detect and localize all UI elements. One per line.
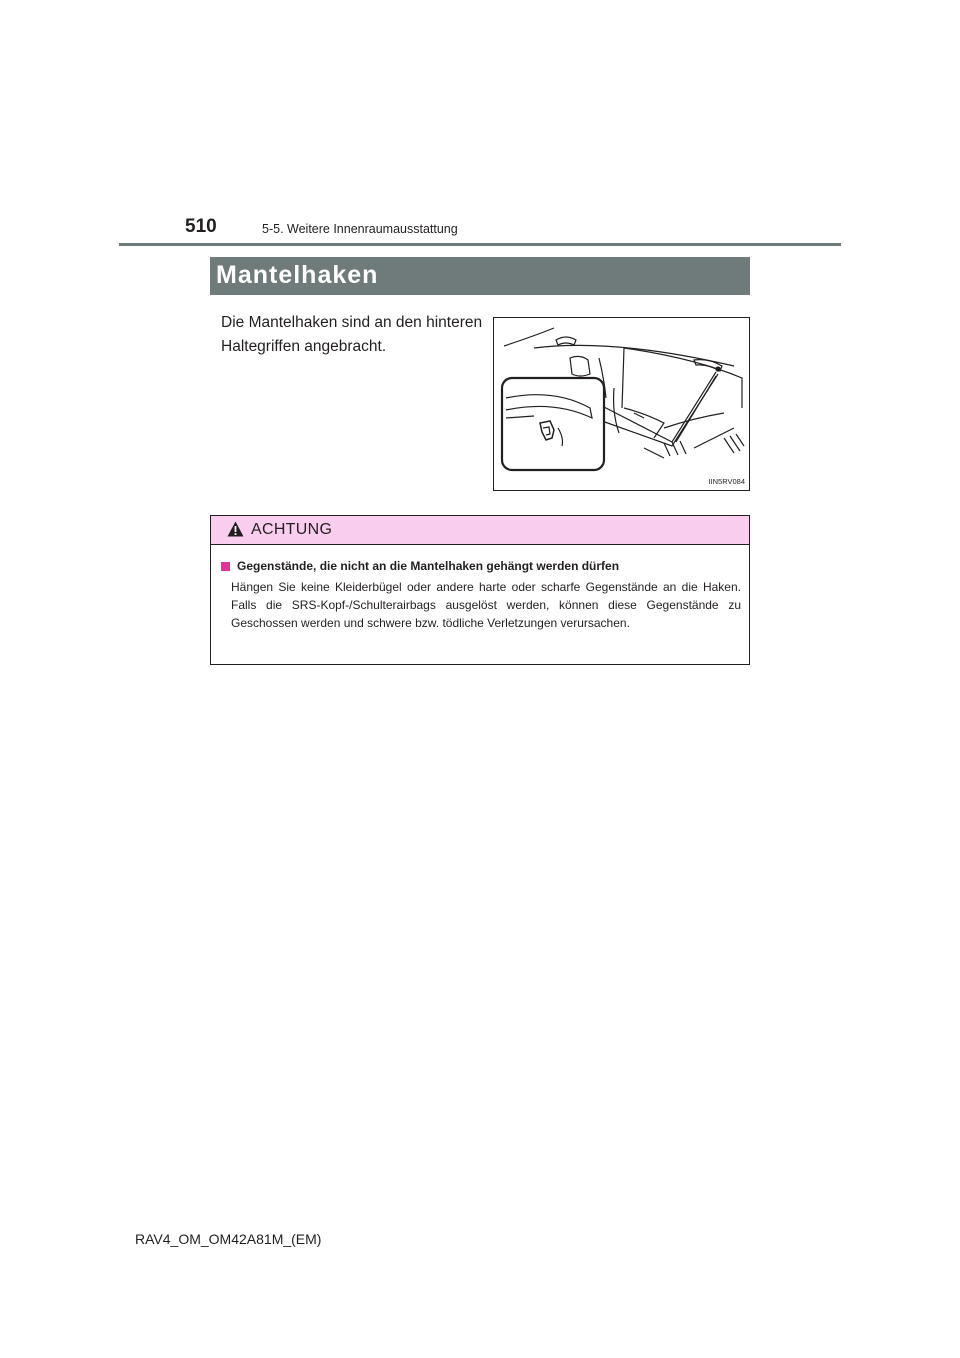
body-text: Die Mantelhaken sind an den hinteren Haltegriffen angebracht. (221, 314, 483, 355)
warning-text: Hängen Sie keine Kleiderbügel oder andere harte oder scharfe Gegenstände an die Haken. Falls die SRS-Kopf-/Schulterairbags ausgelöst werden, können diese Gegenstände zu Geschossen werden und schwere bzw. tödliche Verletzungen verursachen. (231, 580, 741, 630)
warning-header (211, 516, 749, 545)
coat-hook-drawing (494, 318, 750, 491)
section-title-bar (210, 257, 750, 295)
warning-label: ACHTUNG (251, 521, 333, 538)
section-title: Mantelhaken (216, 261, 379, 289)
header-rule (119, 243, 841, 246)
figure-code: IIN5RV084 (708, 477, 745, 486)
warning-box (210, 515, 750, 665)
footer-doc-id: RAV4_OM_OM42A81M_(EM) (135, 1231, 322, 1247)
coat-hook-illustration (493, 317, 750, 491)
warning-triangle-icon (227, 521, 244, 537)
bullet-square-icon (221, 562, 230, 571)
warning-heading (221, 559, 619, 573)
page-number: 510 (185, 216, 217, 237)
section-label: 5-5. Weitere Innenraumausstattung (262, 222, 458, 236)
warning-heading-text: Gegenstände, die nicht an die Mantelhaken gehängt werden dürfen (237, 559, 620, 573)
